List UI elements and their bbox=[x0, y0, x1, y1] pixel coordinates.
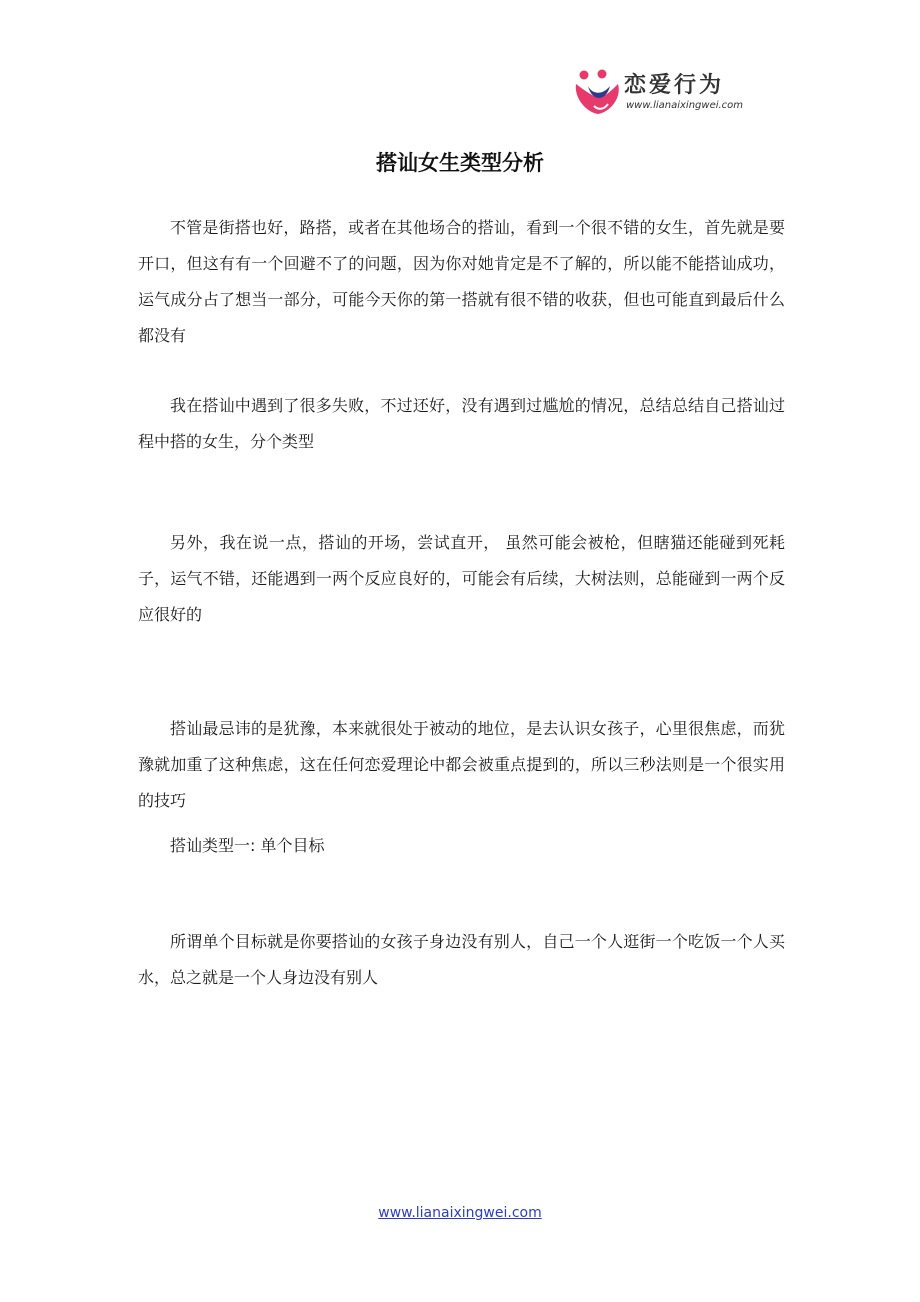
paragraph-1: 不管是街搭也好，路搭，或者在其他场合的搭讪，看到一个很不错的女生，首先就是要开口，但这有有一个回避不了的问题，因为你对她肯定是不了解的，所以能不能搭讪成功，运气成分占了想当一部分，可能今天你的第一搭就有很不错的收获，但也可能直到最后什么都没有 bbox=[138, 218, 785, 345]
paragraph-2: 我在搭讪中遇到了很多失败，不过还好，没有遇到过尴尬的情况，总结总结自己搭讪过程中搭的女生，分个类型 bbox=[138, 396, 785, 451]
site-logo bbox=[572, 68, 752, 118]
footer-website-link[interactable]: www.lianaixingwei.com bbox=[378, 1205, 542, 1221]
logo-url: www.lianaixingwei.com bbox=[626, 100, 744, 111]
paragraph-5: 所谓单个目标就是你要搭讪的女孩子身边没有别人，自己一个人逛街一个吃饭一个人买水，总之就是一个人身边没有别人 bbox=[138, 932, 785, 987]
section-heading: 搭讪类型一: 单个目标 bbox=[170, 836, 325, 855]
page-title: 搭讪女生类型分析 bbox=[376, 151, 544, 175]
heart-figures-icon bbox=[572, 68, 624, 118]
paragraph-3: 另外，我在说一点，搭讪的开场，尝试直开， 虽然可能会被枪，但瞎猫还能碰到死耗子，运气不错，还能遇到一两个反应良好的，可能会有后续，大树法则，总能碰到一两个反应很好的 bbox=[138, 533, 785, 624]
document-body bbox=[138, 210, 785, 996]
logo-text: 恋爱行为 bbox=[624, 73, 725, 98]
paragraph-4: 搭讪最忌讳的是犹豫，本来就很处于被动的地位，是去认识女孩子，心里很焦虑，而犹豫就加重了这种焦虑，这在任何恋爱理论中都会被重点提到的，所以三秒法则是一个很实用的技巧 bbox=[138, 719, 785, 810]
footer bbox=[0, 1202, 920, 1224]
